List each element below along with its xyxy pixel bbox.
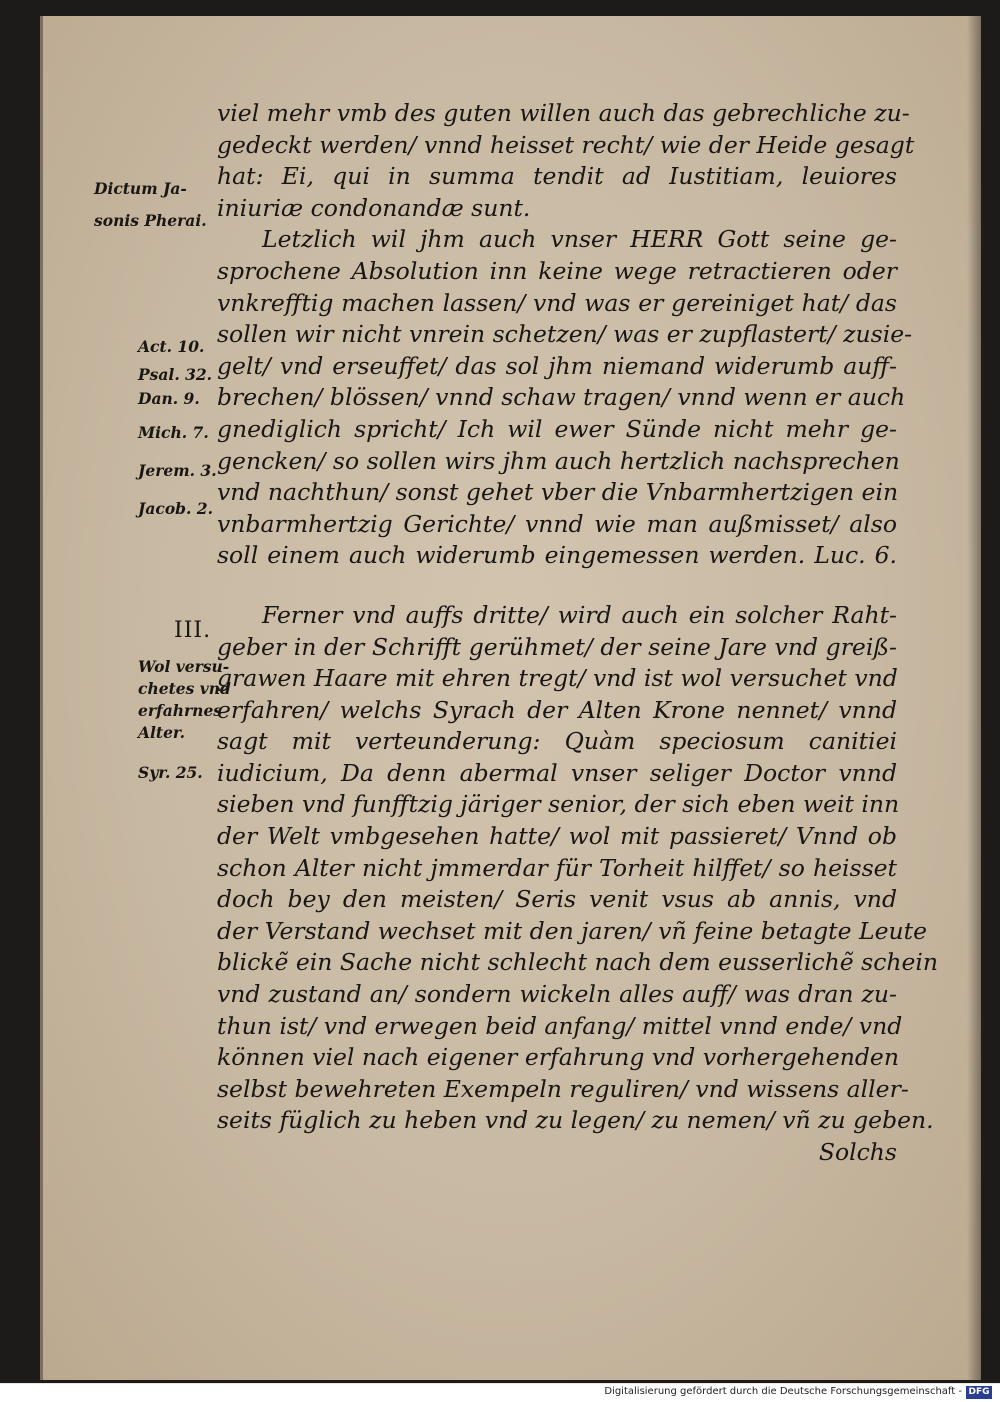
text-line: hat: Ei, qui in summa tendit ad Iustitiam, leuiores: [217, 162, 897, 191]
text-line: geber in der Schrifft gerühmet/ der seine Jare vnd greiß-: [217, 632, 897, 661]
margin-note-ref: Psal. 32.: [138, 365, 213, 384]
margin-note-ref: Dan. 9.: [138, 389, 200, 408]
text-line: blickẽ ein Sache nicht schlecht nach dem eusserlichẽ schein: [217, 948, 939, 977]
text-line: gedeckt werden/ vnnd heisset recht/ wie der Heide gesagt: [217, 130, 915, 159]
text-line: Ferner vnd auffs dritte/ wird auch ein solcher Raht-: [262, 600, 897, 629]
text-line: gencken/ so sollen wirs jhm auch hertzlich nachsprechen: [217, 446, 900, 475]
text-line: vnd zustand an/ sondern wickeln alles auff/ was dran zu-: [217, 980, 897, 1009]
text-line: iniuriæ condonandæ sunt.: [217, 193, 531, 222]
text-line: erfahren/ welchs Syrach der Alten Krone nennet/ vnnd: [217, 695, 897, 724]
text-line: können viel nach eigener erfahrung vnd vorhergehenden: [217, 1043, 899, 1072]
text-line: viel mehr vmb des guten willen auch das gebrechliche zu-: [217, 99, 910, 127]
text-line: thun ist/ vnd erwegen beid anfang/ mittel vnnd ende/ vnd: [217, 1011, 903, 1040]
text-line: sollen wir nicht vnrein schetzen/ was er zupflastert/ zusie-: [217, 320, 913, 349]
text-line: vnd nachthun/ sonst gehet vber die Vnbarmhertzigen ein: [217, 478, 899, 507]
margin-note-ref: Syr. 25.: [138, 763, 203, 782]
margin-note-dictum: Dictum Ja-: [94, 179, 187, 198]
footer-credit: Digitalisierung gefördert durch die Deutsche Forschungsgemeinschaft -: [604, 1386, 962, 1397]
text-line: grawen Haare mit ehren tregt/ vnd ist wol versuchet vnd: [217, 664, 898, 693]
catchword: Solchs: [818, 1138, 897, 1166]
text-line: der Verstand wechset mit den jaren/ vñ feine betagte Leute: [217, 916, 927, 945]
margin-note-ref: Jacob. 2.: [138, 499, 213, 518]
text-line: selbst bewehreten Exempeln reguliren/ vnd wissens aller-: [217, 1074, 909, 1103]
text-line: sprochene Absolution inn keine wege retractieren oder: [217, 256, 897, 285]
main-text-block: [217, 98, 939, 1169]
text-line: der Welt vmbgesehen hatte/ wol mit passieret/ Vnnd ob: [217, 822, 897, 851]
text-line: sagt mit verteunderung: Quàm speciosum canitiei: [217, 727, 897, 756]
text-line: soll einem auch widerumb eingemessen werden. Luc. 6.: [217, 541, 897, 570]
margin-note-heading: chetes vnd: [138, 679, 231, 698]
text-line: sieben vnd funfftzig järiger senior, der sich eben weit inn: [217, 790, 900, 819]
margin-note-heading: Wol versu-: [138, 657, 230, 676]
text-line: iudicium, Da denn abermal vnser seliger Doctor vnnd: [217, 758, 897, 787]
text-line: gnediglich spricht/ Ich wil ewer Sünde nicht mehr ge-: [217, 414, 897, 443]
margin-note-ref: Mich. 7.: [138, 423, 209, 442]
text-line: vnbarmhertzig Gerichte/ vnnd wie man außmisset/ also: [217, 509, 897, 538]
text-line: doch bey den meisten/ Seris venit vsus ab annis, vnd: [217, 885, 897, 914]
text-line: Letzlich wil jhm auch vnser HERR Gott seine ge-: [262, 225, 897, 254]
margin-section-number: III.: [174, 618, 212, 643]
dfg-logo-icon: DFG: [966, 1386, 992, 1399]
paragraph-gap: [217, 572, 897, 600]
margin-note-ref: Act. 10.: [138, 337, 205, 356]
margin-note-heading: erfahrnes: [138, 701, 223, 720]
text-line: gelt/ vnd erseuffet/ das sol jhm niemand widerumb auff-: [217, 351, 897, 380]
text-line: seits füglich zu heben vnd zu legen/ zu nemen/ vñ zu geben.: [217, 1106, 934, 1135]
margin-note-dictum: sonis Pherai.: [94, 211, 207, 230]
page-edge-shadow: [967, 16, 981, 1380]
footer-bar: [0, 1384, 1000, 1402]
text-line: brechen/ blössen/ vnnd schaw tragen/ vnnd wenn er auch: [217, 383, 906, 412]
margin-note-ref: Jerem. 3.: [138, 461, 217, 480]
text-line: schon Alter nicht jmmerdar für Torheit hilffet/ so heisset: [217, 853, 897, 882]
margin-note-heading: Alter.: [138, 723, 186, 742]
text-line: vnkrefftig machen lassen/ vnd was er gereiniget hat/ das: [217, 288, 897, 317]
